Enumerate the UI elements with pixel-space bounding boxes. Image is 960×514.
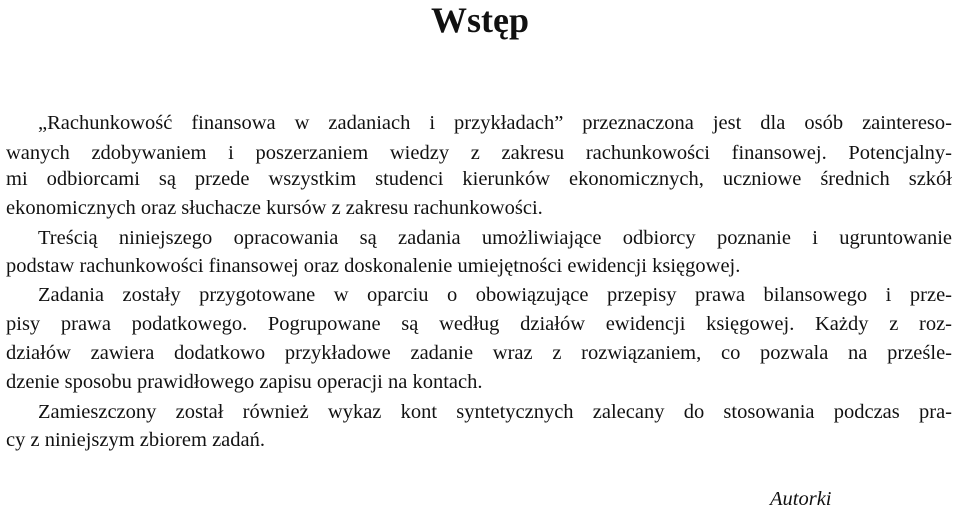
signature: Autorki bbox=[770, 488, 832, 510]
paragraph-2-line-1: Treścią niniejszego opracowania są zadania umożliwiające odbiorcy poznanie i ugruntowanie bbox=[38, 227, 952, 249]
paragraph-4-line-1: Zamieszczony został również wykaz kont syntetycznych zalecany do stosowania podczas pra- bbox=[38, 401, 952, 423]
paragraph-1-line-1: „Rachunkowość finansowa w zadaniach i przykładach” przeznaczona jest dla osób zaintereso- bbox=[38, 112, 952, 134]
paragraph-3-line-4: dzenie sposobu prawidłowego zapisu operacji na kontach. bbox=[6, 371, 483, 393]
paragraph-4-line-2: cy z niniejszym zbiorem zadań. bbox=[6, 429, 265, 451]
paragraph-3-line-1: Zadania zostały przygotowane w oparciu o obowiązujące przepisy prawa bilansowego i prze- bbox=[38, 284, 952, 306]
page-title: Wstęp bbox=[431, 0, 529, 40]
paragraph-2-line-2: podstaw rachunkowości finansowej oraz doskonalenie umiejętności ewidencji księgowej. bbox=[6, 255, 741, 277]
paragraph-1-line-4: ekonomicznych oraz słuchacze kursów z zakresu rachunkowości. bbox=[6, 197, 543, 219]
paragraph-1-line-3: mi odbiorcami są przede wszystkim studenci kierunków ekonomicznych, uczniowe średnich szkół bbox=[6, 168, 952, 190]
paragraph-3-line-2: pisy prawa podatkowego. Pogrupowane są według działów ewidencji księgowej. Każdy z roz- bbox=[6, 313, 952, 335]
paragraph-1-line-2: wanych zdobywaniem i poszerzaniem wiedzy z zakresu rachunkowości finansowej. Potencjalny- bbox=[6, 142, 952, 164]
paragraph-3-line-3: działów zawiera dodatkowo przykładowe zadanie wraz z rozwiązaniem, co pozwala na prześle- bbox=[6, 342, 952, 364]
